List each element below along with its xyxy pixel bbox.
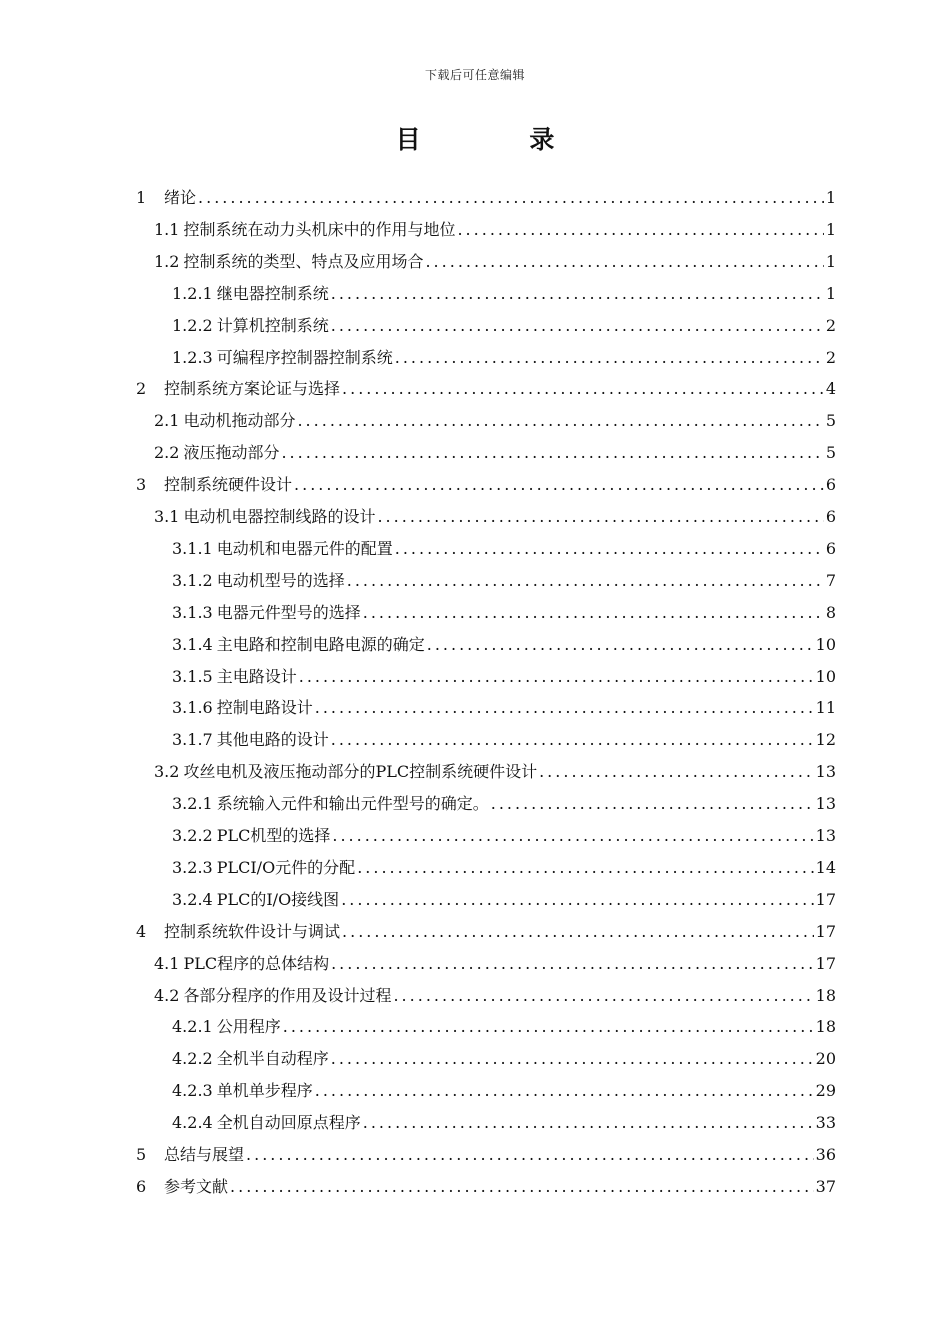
toc-dot-leader [315, 1075, 814, 1107]
toc-dot-leader [395, 533, 824, 565]
toc-page-number: 6 [825, 538, 836, 558]
toc-entry[interactable] [172, 342, 836, 374]
toc-entry-number: 4.2.1 [172, 1017, 213, 1037]
toc-entry-title: PLC程序的总体结构 [183, 953, 330, 973]
toc-dot-leader [427, 629, 814, 661]
toc-entry-number: 1.2 [154, 251, 180, 271]
toc-dot-leader [297, 405, 823, 437]
toc-entry[interactable] [172, 692, 836, 724]
toc-entry-number: 3.2 [154, 762, 180, 782]
toc-entry-number: 3.2.3 [172, 857, 213, 877]
toc-entry[interactable] [172, 820, 836, 852]
toc-entry-number: 3.1 [154, 507, 180, 526]
toc-page-number: 13 [815, 826, 836, 845]
toc-entry-label [172, 788, 489, 820]
toc-entry-title: 控制系统硬件设计 [164, 475, 293, 495]
toc-page-number: 37 [815, 1176, 836, 1196]
toc-entry-title: 继电器控制系统 [216, 283, 329, 303]
toc-page-number: 18 [815, 1017, 836, 1037]
toc-entry-title: 电动机型号的选择 [216, 570, 345, 590]
toc-entry-label [172, 565, 345, 597]
toc-page-number: 13 [815, 794, 836, 814]
toc-entry-number: 1.1 [154, 219, 180, 239]
toc-entry-number: 3.1.5 [172, 666, 213, 686]
toc-page-number: 29 [815, 1081, 836, 1101]
toc-entry[interactable] [172, 629, 836, 661]
toc-page-number: 8 [825, 602, 836, 622]
toc-entry[interactable] [154, 405, 836, 437]
toc-page-number: 13 [815, 762, 836, 782]
toc-entry-number: 3.1.4 [172, 634, 213, 654]
toc-entry[interactable] [154, 980, 836, 1012]
toc-entry-label [136, 916, 340, 948]
toc-entry[interactable] [172, 310, 836, 342]
toc-entry-number: 3.1.2 [172, 570, 213, 590]
toc-entry-label [172, 310, 329, 342]
toc-entry[interactable] [172, 1075, 836, 1107]
toc-entry-title: 控制电路设计 [216, 698, 313, 718]
toc-entry[interactable] [172, 597, 836, 629]
toc-dot-leader [393, 980, 813, 1012]
toc-entry-title: PLCI/O元件的分配 [216, 857, 356, 877]
toc-entry-number: 4.2.3 [172, 1081, 213, 1101]
toc-entry[interactable] [154, 246, 836, 278]
toc-entry-label [172, 1043, 329, 1075]
toc-entry-title: 攻丝电机及液压拖动部分的PLC控制系统硬件设计 [183, 762, 538, 782]
toc-entry[interactable] [172, 533, 836, 565]
toc-entry-label [136, 182, 196, 214]
toc-entry-label [154, 437, 279, 469]
toc-dot-leader [331, 724, 814, 756]
toc-entry[interactable] [136, 182, 836, 214]
toc-entry[interactable] [172, 852, 836, 884]
toc-page-number: 4 [825, 379, 836, 399]
toc-entry-title: 各部分程序的作用及设计过程 [183, 985, 392, 1005]
toc-entry[interactable] [136, 469, 836, 501]
toc-dot-leader [332, 820, 813, 852]
toc-entry-label [154, 501, 375, 533]
toc-dot-leader [341, 884, 813, 916]
toc-page-number: 2 [825, 347, 836, 367]
toc-entry-number: 4.2.4 [172, 1113, 213, 1133]
toc-dot-leader [331, 1043, 814, 1075]
toc-entry-label [172, 1107, 361, 1139]
toc-entry-number: 2.2 [154, 443, 180, 463]
toc-entry-label [172, 692, 313, 724]
toc-entry-title: 公用程序 [216, 1017, 281, 1037]
toc-page-number: 18 [815, 985, 836, 1005]
toc-entry-label [172, 278, 329, 310]
toc-entry-number: 3.2.1 [172, 794, 213, 814]
toc-entry-label [136, 373, 340, 405]
toc-dot-leader [363, 1107, 814, 1139]
toc-entry-title: 全机半自动程序 [216, 1049, 329, 1069]
toc-entry-number: 2.1 [154, 411, 180, 431]
toc-entry-label [172, 629, 425, 661]
toc-entry-title: 全机自动回原点程序 [216, 1113, 361, 1133]
toc-entry-title: 电动机拖动部分 [183, 411, 296, 431]
toc-entry-label [172, 820, 330, 852]
toc-page-number: 2 [825, 315, 836, 335]
toc-entry-number: 4.2.2 [172, 1049, 213, 1069]
toc-entry-title: 参考文献 [164, 1176, 229, 1196]
toc-entry[interactable] [172, 278, 836, 310]
toc-entry-number: 3.1.1 [172, 538, 213, 558]
toc-page-number: 36 [815, 1145, 836, 1164]
toc-page-number: 12 [815, 730, 836, 750]
toc-entry-label [172, 884, 339, 916]
toc-entry-label [172, 533, 393, 565]
toc-entry-title: 主电路和控制电路电源的确定 [216, 634, 425, 654]
toc-dot-leader [246, 1139, 814, 1171]
toc-entry-title: 控制系统在动力头机床中的作用与地位 [183, 219, 456, 239]
toc-dot-leader [363, 597, 824, 629]
toc-entry[interactable] [172, 565, 836, 597]
toc-entry[interactable] [172, 661, 836, 693]
toc-dot-leader [294, 469, 824, 501]
toc-entry-label [154, 756, 537, 788]
toc-entry-number: 3.1.7 [172, 730, 213, 750]
toc-entry-title: 系统输入元件和输出元件型号的确定。 [216, 794, 489, 814]
toc-entry-title: 其他电路的设计 [216, 730, 329, 750]
toc-entry-title: PLC机型的选择 [216, 826, 331, 845]
toc-page-number: 1 [825, 251, 836, 271]
toc-entry-number: 1 [136, 188, 147, 207]
toc-entry[interactable] [154, 214, 836, 246]
toc-dot-leader [395, 342, 824, 374]
toc-entry[interactable] [136, 1139, 836, 1171]
toc-entry-label [172, 724, 329, 756]
toc-page-number: 5 [825, 443, 836, 463]
toc-dot-leader [457, 214, 823, 246]
toc-page-number: 1 [825, 188, 836, 207]
toc-entry-number: 3.2.4 [172, 889, 213, 909]
toc-entry[interactable] [172, 1011, 836, 1043]
toc-dot-leader [539, 756, 814, 788]
toc-entry-title: 主电路设计 [216, 666, 297, 686]
toc-entry-number: 6 [136, 1176, 147, 1196]
toc-entry-label [172, 1011, 281, 1043]
toc-dot-leader [425, 246, 823, 278]
toc-page-number: 7 [825, 570, 836, 590]
toc-entry-label [154, 246, 423, 278]
toc-entry-title: 控制系统的类型、特点及应用场合 [183, 251, 424, 271]
toc-entry-number: 3 [136, 475, 147, 495]
toc-entry[interactable] [154, 437, 836, 469]
toc-page-number: 6 [825, 475, 836, 495]
toc-entry[interactable] [172, 788, 836, 820]
toc-entry-number: 3.2.2 [172, 826, 213, 845]
toc-entry[interactable] [136, 916, 836, 948]
toc-dot-leader [377, 501, 823, 533]
toc-page-number: 17 [815, 889, 836, 909]
toc-entry-label [154, 405, 295, 437]
toc-entry[interactable] [154, 501, 836, 533]
toc-dot-leader [299, 661, 814, 693]
toc-dot-leader [198, 182, 824, 214]
toc-entry-title: 电动机和电器元件的配置 [216, 538, 393, 558]
toc-entry-label [172, 661, 297, 693]
toc-page-number: 17 [815, 953, 836, 973]
toc-dot-leader [342, 373, 824, 405]
toc-page-number: 10 [815, 666, 836, 686]
toc-entry-title: 控制系统软件设计与调试 [164, 921, 341, 941]
toc-entry-title: 单机单步程序 [216, 1081, 313, 1101]
toc-dot-leader [342, 916, 814, 948]
toc-entry[interactable] [172, 724, 836, 756]
toc-entry-label [172, 852, 355, 884]
toc-entry-number: 2 [136, 379, 147, 399]
toc-dot-leader [357, 852, 813, 884]
page-title: 目 录 [395, 125, 605, 154]
toc-entry-number: 4.2 [154, 985, 180, 1005]
toc-page-number: 11 [815, 698, 836, 718]
toc-entry-title: 计算机控制系统 [216, 315, 329, 335]
toc-page-number: 20 [815, 1049, 836, 1069]
toc-entry-title: 控制系统方案论证与选择 [164, 379, 341, 399]
toc-dot-leader [331, 948, 814, 980]
toc-page-number: 10 [815, 634, 836, 654]
toc-entry-title: PLC的I/O接线图 [216, 889, 340, 909]
toc-entry-number: 1.2.1 [172, 283, 213, 303]
toc-entry-title: 液压拖动部分 [183, 443, 280, 463]
toc-entry[interactable] [172, 1043, 836, 1075]
toc-dot-leader [331, 278, 824, 310]
toc-dot-leader [347, 565, 824, 597]
toc-entry-number: 3.1.6 [172, 698, 213, 718]
header-note: 下载后可任意编辑 [424, 68, 525, 82]
toc-entry[interactable] [154, 948, 836, 980]
toc-entry[interactable] [136, 1171, 836, 1203]
toc-entry-label [172, 597, 361, 629]
toc-entry-label [172, 342, 393, 374]
toc-entry-number: 1.2.3 [172, 347, 213, 367]
toc-entry-title: 电动机电器控制线路的设计 [183, 507, 376, 526]
toc-entry-number: 4 [136, 921, 147, 941]
toc-page-number: 1 [825, 283, 836, 303]
toc-page-number: 33 [815, 1113, 836, 1133]
toc-entry-title: 可编程序控制器控制系统 [216, 347, 393, 367]
toc-page-number: 1 [825, 219, 836, 239]
toc-page-number: 5 [825, 411, 836, 431]
toc-entry-label [172, 1075, 313, 1107]
toc-page-number: 6 [825, 507, 836, 526]
toc-entry-label [154, 214, 455, 246]
toc-entry-label [154, 948, 329, 980]
toc-entry-title: 绪论 [164, 188, 197, 207]
toc-dot-leader [491, 788, 814, 820]
toc-entry-number: 5 [136, 1145, 147, 1164]
toc-entry-title: 电器元件型号的选择 [216, 602, 361, 622]
toc-entry[interactable] [154, 756, 836, 788]
toc-entry-number: 1.2.2 [172, 315, 213, 335]
toc-dot-leader [283, 1011, 814, 1043]
toc-entry[interactable] [172, 1107, 836, 1139]
toc-entry[interactable] [172, 884, 836, 916]
toc-dot-leader [315, 692, 814, 724]
toc-entry-number: 4.1 [154, 953, 180, 973]
toc-dot-leader [230, 1171, 814, 1203]
toc-dot-leader [331, 310, 824, 342]
toc-entry-label [136, 1139, 244, 1171]
toc-entry-number: 3.1.3 [172, 602, 213, 622]
toc-dot-leader [281, 437, 823, 469]
toc-entry-label [154, 980, 391, 1012]
toc-entry[interactable] [136, 373, 836, 405]
toc-entry-title: 总结与展望 [164, 1145, 245, 1164]
toc-page-number: 17 [815, 921, 836, 941]
toc-entry-label [136, 1171, 228, 1203]
toc-page-number: 14 [815, 857, 836, 877]
toc-entry-label [136, 469, 292, 501]
